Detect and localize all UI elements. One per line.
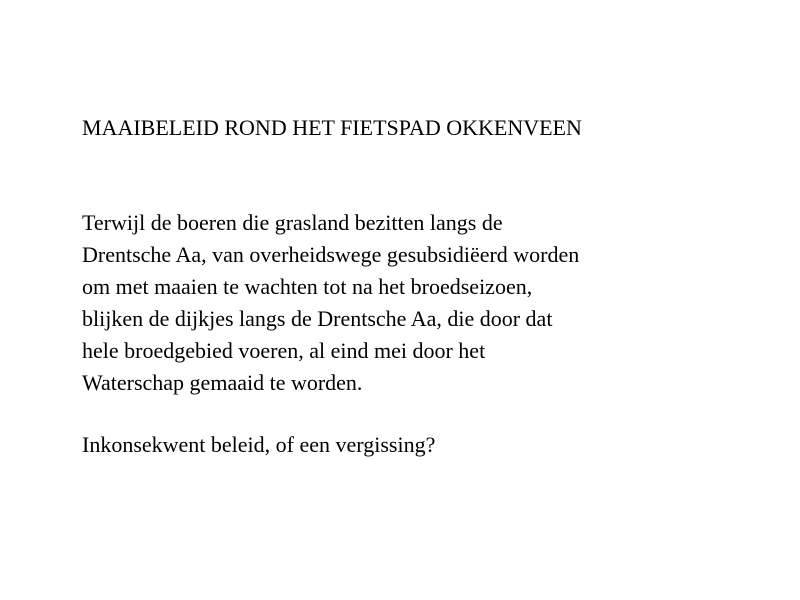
- paragraph-line: hele broedgebied voeren, al eind mei door het: [82, 338, 486, 363]
- paragraph-line: blijken de dijkjes langs de Drentsche Aa, die door dat: [82, 306, 553, 331]
- document-title: MAAIBELEID ROND HET FIETSPAD OKKENVEEN: [82, 115, 582, 140]
- paragraph-line: Terwijl de boeren die grasland bezitten langs de: [82, 210, 503, 235]
- paragraph-line: Waterschap gemaaid te worden.: [82, 370, 363, 395]
- body-paragraph: [82, 207, 722, 399]
- paragraph-line: om met maaien te wachten tot na het broedseizoen,: [82, 274, 533, 299]
- closing-question: Inkonsekwent beleid, of een vergissing?: [82, 432, 436, 457]
- paragraph-line: Drentsche Aa, van overheidswege gesubsidiëerd worden: [82, 242, 580, 267]
